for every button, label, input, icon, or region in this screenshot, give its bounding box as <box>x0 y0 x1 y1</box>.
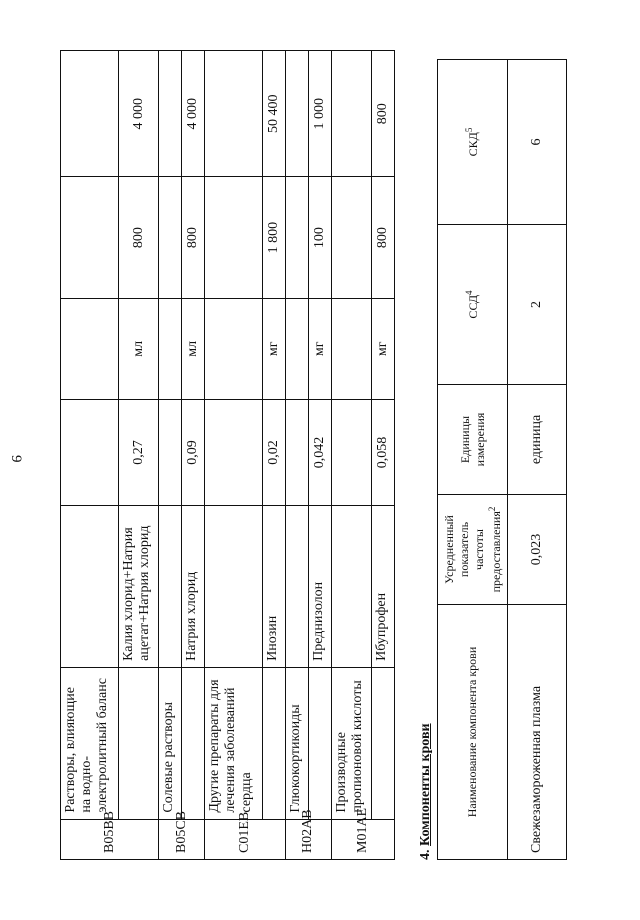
frequency-cell: 0,042 <box>308 399 331 505</box>
skd-cell: 4 000 <box>182 51 205 177</box>
frequency-cell <box>285 399 308 505</box>
header-component-name: Наименование компонента крови <box>438 605 508 860</box>
atc-group-cell <box>182 667 205 819</box>
table-header-row <box>438 60 508 860</box>
section-title: Компоненты крови <box>418 723 433 846</box>
atc-group-cell <box>308 667 331 819</box>
unit-cell <box>331 298 371 399</box>
unit-cell: мл <box>182 298 205 399</box>
unit-cell: мг <box>262 298 285 399</box>
unit-cell: мл <box>118 298 158 399</box>
atc-group-cell: Производные пропионовой кислоты <box>331 667 371 819</box>
drug-name-cell <box>285 506 308 668</box>
table-row <box>262 51 285 860</box>
table-row <box>308 51 331 860</box>
unit-cell <box>205 298 263 399</box>
header-skd: СКД$^5$ <box>438 60 508 225</box>
atc-group-cell <box>262 667 285 819</box>
drug-name-cell <box>159 506 182 668</box>
drug-table <box>60 50 395 860</box>
table-row <box>182 51 205 860</box>
table-row <box>371 51 394 860</box>
frequency-cell <box>61 399 119 505</box>
section-number: 4. <box>418 849 433 860</box>
atc-group-cell: Солевые растворы <box>159 667 182 819</box>
ssd-cell <box>331 177 371 298</box>
unit-cell: мг <box>308 298 331 399</box>
ssd-cell <box>159 177 182 298</box>
ssd-cell <box>205 177 263 298</box>
skd-cell: 800 <box>371 51 394 177</box>
unit-cell <box>159 298 182 399</box>
drug-name-cell: Натрия хлорид <box>182 506 205 668</box>
skd-cell: 1 000 <box>308 51 331 177</box>
skd-cell <box>285 51 308 177</box>
ssd-cell: 800 <box>371 177 394 298</box>
atc-code-cell: B05BB <box>61 819 159 859</box>
ssd-cell <box>61 177 119 298</box>
drug-name-cell: Инозин <box>262 506 285 668</box>
ssd-cell: 2 <box>508 225 567 385</box>
unit-cell: мг <box>371 298 394 399</box>
blood-components-table-area <box>437 60 567 860</box>
drug-table-continuation <box>60 50 395 860</box>
atc-group-cell <box>118 667 158 819</box>
drug-name-cell: Калия хлорид+Натрия ацетат+Натрия хлорид <box>118 506 158 668</box>
skd-cell <box>331 51 371 177</box>
component-name-cell: Свежезамороженная плазма <box>508 605 567 860</box>
header-unit: Единицы измерения <box>438 385 508 495</box>
table-row <box>331 51 371 860</box>
drug-name-cell: Преднизолон <box>308 506 331 668</box>
ssd-cell <box>285 177 308 298</box>
atc-group-cell: Другие препараты для лечения заболеваний сердца <box>205 667 263 819</box>
table-row <box>285 51 308 860</box>
skd-cell: 4 000 <box>118 51 158 177</box>
skd-cell <box>205 51 263 177</box>
atc-group-cell: Растворы, влияющие на водно-электролитный баланс <box>61 667 119 819</box>
frequency-cell: 0,27 <box>118 399 158 505</box>
frequency-cell: 0,09 <box>182 399 205 505</box>
table-row <box>205 51 263 860</box>
blood-components-table <box>437 59 567 860</box>
drug-name-cell <box>205 506 263 668</box>
table-row <box>61 51 119 860</box>
section-heading <box>418 723 434 860</box>
unit-cell <box>61 298 119 399</box>
frequency-cell: 0,023 <box>508 495 567 605</box>
ssd-cell: 1 800 <box>262 177 285 298</box>
atc-code-cell: M01AE <box>331 819 394 859</box>
header-frequency: Усредненный показатель частоты предоставления$^2$ <box>438 495 508 605</box>
atc-group-cell: Глюкокортикоиды <box>285 667 308 819</box>
table-row <box>118 51 158 860</box>
frequency-cell <box>331 399 371 505</box>
frequency-cell <box>159 399 182 505</box>
atc-code-cell: H02AB <box>285 819 331 859</box>
ssd-cell: 800 <box>118 177 158 298</box>
atc-code-cell: B05CB <box>159 819 205 859</box>
skd-cell: 6 <box>508 60 567 225</box>
drug-name-cell: Ибупрофен <box>371 506 394 668</box>
unit-cell <box>285 298 308 399</box>
frequency-cell: 0,02 <box>262 399 285 505</box>
drug-name-cell <box>61 506 119 668</box>
rotated-page-content <box>0 60 640 920</box>
frequency-cell <box>205 399 263 505</box>
skd-cell: 50 400 <box>262 51 285 177</box>
header-ssd: ССД$^4$ <box>438 225 508 385</box>
atc-code-cell: C01EB <box>205 819 286 859</box>
skd-cell <box>61 51 119 177</box>
frequency-cell: 0,058 <box>371 399 394 505</box>
atc-group-cell <box>371 667 394 819</box>
page-number: 9 <box>8 455 24 463</box>
ssd-cell: 800 <box>182 177 205 298</box>
unit-cell: единица <box>508 385 567 495</box>
table-row <box>159 51 182 860</box>
table-row <box>508 60 567 860</box>
ssd-cell: 100 <box>308 177 331 298</box>
skd-cell <box>159 51 182 177</box>
drug-name-cell <box>331 506 371 668</box>
